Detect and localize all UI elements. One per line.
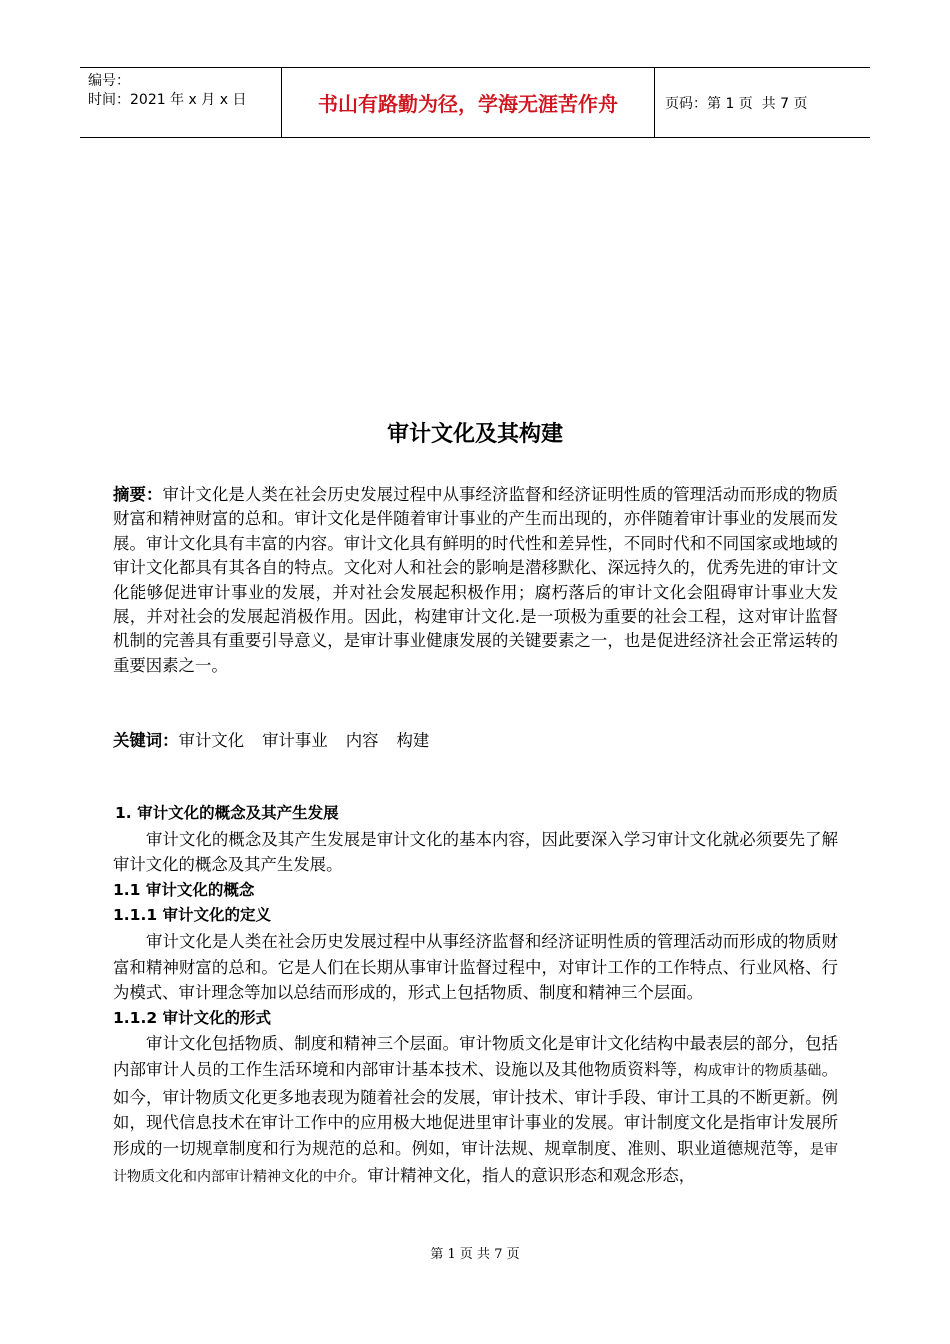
subsection-heading: 1.1 审计文化的概念 [113,880,255,899]
keywords-block [113,729,838,753]
paragraph-text: 。如今，审计物质文化更多地表现为随着社会的发展，审计技术、审计手段、审计工具的不断更新。例如，现代信息技术在审计工作中的应用极大地促进里审计事业的发展。审计制度文化是指审计发展所形成的一切规章制度和行为规范的总和。例如，审计法规、规章制度、准则、职业道德规范等， [113,1059,838,1158]
abstract-block [113,483,838,678]
abstract-text: 审计文化是人类在社会历史发展过程中从事经济监督和经济证明性质的管理活动而形成的物质财富和精神财富的总和。审计文化是伴随着审计事业的产生而出现的，亦伴随着审计事业的发展而发展。审计文化具有丰富的内容。审计文化具有鲜明的时代性和差异性，不同时代和不同国家或地域的审计文化都具有其各自的特点。文化对人和社会的影响是潜移默化、深远持久的，优秀先进的审计文化能够促进审计事业的发展，并对社会发展起积极作用；腐朽落后的审计文化会阻碍审计事业大发展，并对社会的发展起消极作用。因此，构建审计文化.是一项极为重要的社会工程，这对审计监督机制的完善具有重要引导意义，是审计事业健康发展的关键要素之一，也是促进经济社会正常运转的重要因素之一。 [113,485,839,675]
paragraph-text: 审计文化包括物质、制度和精神三个层面。审计物质文化是审计文化结构中最表层的部分，包括内部审计人员的工作生活环境和内部审计基本技术、设施以及其他物质资料等， [113,1034,838,1079]
subsubsection-heading: 1.1.1 审计文化的定义 [113,906,272,925]
serial-number-label: 编号： [88,73,130,89]
motto-text: 书山有路勤为径，学海无涯苦作舟 [318,92,618,116]
page-footer: 第 1 页 共 7 页 [430,1247,520,1262]
keywords-label: 关键词： [113,731,179,750]
keyword-item: 审计事业 [262,731,328,750]
paragraph-text-small: 构成审计的物质基础 [693,1062,822,1079]
page-info: 页码：第 1 页 共 7 页 [665,95,808,112]
document-title: 审计文化及其构建 [386,422,563,447]
keyword-item: 构建 [396,731,430,750]
paragraph-text: 。审计精神文化，指人的意识形态和观念形态， [351,1166,696,1186]
abstract-label: 摘要： [113,485,163,504]
date-label: 时间：2021 年 x 月 x 日 [88,92,247,108]
header-motto-cell [282,68,655,137]
section-intro-paragraph: 审计文化的概念及其产生发展是审计文化的基本内容，因此要深入学习审计文化就必须要先了解审计文化的概念及其产生发展。 [113,829,838,875]
document-header [80,67,870,138]
header-meta-cell [80,68,282,137]
paragraph-text-small: 是审计物质文化和内部审计精神文化的中介 [113,1141,839,1186]
subsubsection-heading: 1.1.2 审计文化的形式 [113,1008,272,1027]
forms-paragraph [113,1031,838,1191]
definition-paragraph: 审计文化是人类在社会历史发展过程中从事经济监督和经济证明性质的管理活动而形成的物质财富和精神财富的总和。它是人们在长期从事审计监督过程中，对审计工作的工作特点、行业风格、行为模式、审计理念等加以总结而形成的，形式上包括物质、制度和精神三个层面。 [113,931,838,1003]
keyword-item: 内容 [345,731,379,750]
document-body [113,801,838,1191]
section-heading: 1. 审计文化的概念及其产生发展 [115,804,339,822]
header-page-cell [655,68,870,137]
keyword-item: 审计文化 [178,731,245,750]
